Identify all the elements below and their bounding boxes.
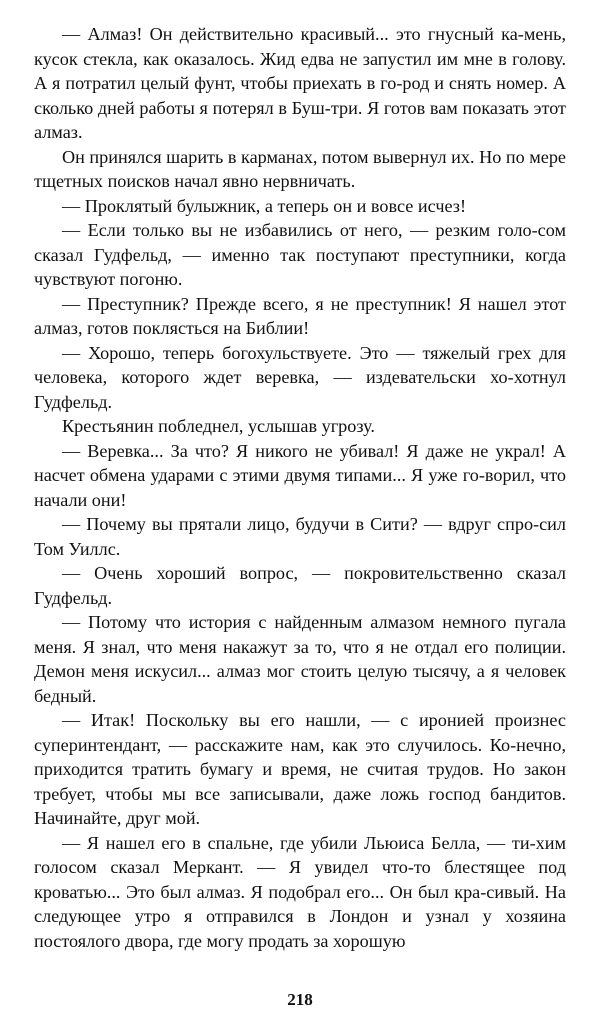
paragraph: — Я нашел его в спальне, где убили Льюиса Белла, — ти-хим голосом сказал Меркант. — Я увидел что-то блестящее под кроватью... Это был алмаз. Я подобрал его... Он был кра-сивый. На следующее утро я отправился в Лондон и узнал у хозяина постоялого двора, где могу продать за хорошую — [34, 832, 566, 951]
paragraph: — Итак! Поскольку вы его нашли, — с иронией произнес суперинтендант, — расскажите нам, как это случилось. Ко-нечно, приходится тратить бумагу и время, не считая трудов. Но закон требует, чтобы мы все записывали, даже ложь господ бандитов. Начинайте, друг мой. — [34, 710, 566, 828]
paragraph: — Очень хороший вопрос, — покровительственно сказал Гудфельд. — [34, 563, 566, 608]
paragraph: — Если только вы не избавились от него, — резким голо-сом сказал Гудфельд, — именно так поступают преступники, когда чувствуют погоню. — [34, 220, 566, 289]
paragraph: — Проклятый булыжник, а теперь он и вовсе исчез! — [62, 195, 467, 216]
paragraph: Крестьянин побледнел, услышав угрозу. — [62, 416, 375, 436]
paragraph: — Хорошо, теперь богохульствуете. Это — тяжелый грех для человека, которого ждет веревка, — издевательски хо-хотнул Гудфельд. — [34, 342, 566, 412]
paragraph: Он принялся шарить в карманах, потом вывернул их. Но по мере тщетных поисков начал явно нервничать. — [34, 146, 566, 191]
page-number: 218 — [287, 990, 313, 1009]
page-body — [34, 22, 566, 953]
paragraph: — Почему вы прятали лицо, будучи в Сити? — вдруг спро-сил Том Уиллс. — [34, 514, 566, 559]
paragraph: — Алмаз! Он действительно красивый... это гнусный ка-мень, кусок стекла, как оказалось. Жид едва не запустил им мне в голову. А я потратил целый фунт, чтобы приехать в го-род и снять номер. А сколько дней работы я потерял в Буш-три. Я готов вам показать этот алмаз. — [34, 24, 566, 142]
paragraph: — Преступник? Прежде всего, я не преступник! Я нашел этот алмаз, готов поклясться на Библии! — [34, 293, 566, 338]
paragraph: — Веревка... За что? Я никого не убивал! Я даже не украл! А насчет обмена ударами с этими двумя типами... Я уже го-ворил, что начали они! — [34, 440, 566, 510]
paragraph: — Потому что история с найденным алмазом немного пугала меня. Я знал, что меня накажут за то, что я не отдал его полиции. Демон меня искусил... алмаз мог стоить целую тысячу, а я человек бедный. — [34, 612, 566, 706]
